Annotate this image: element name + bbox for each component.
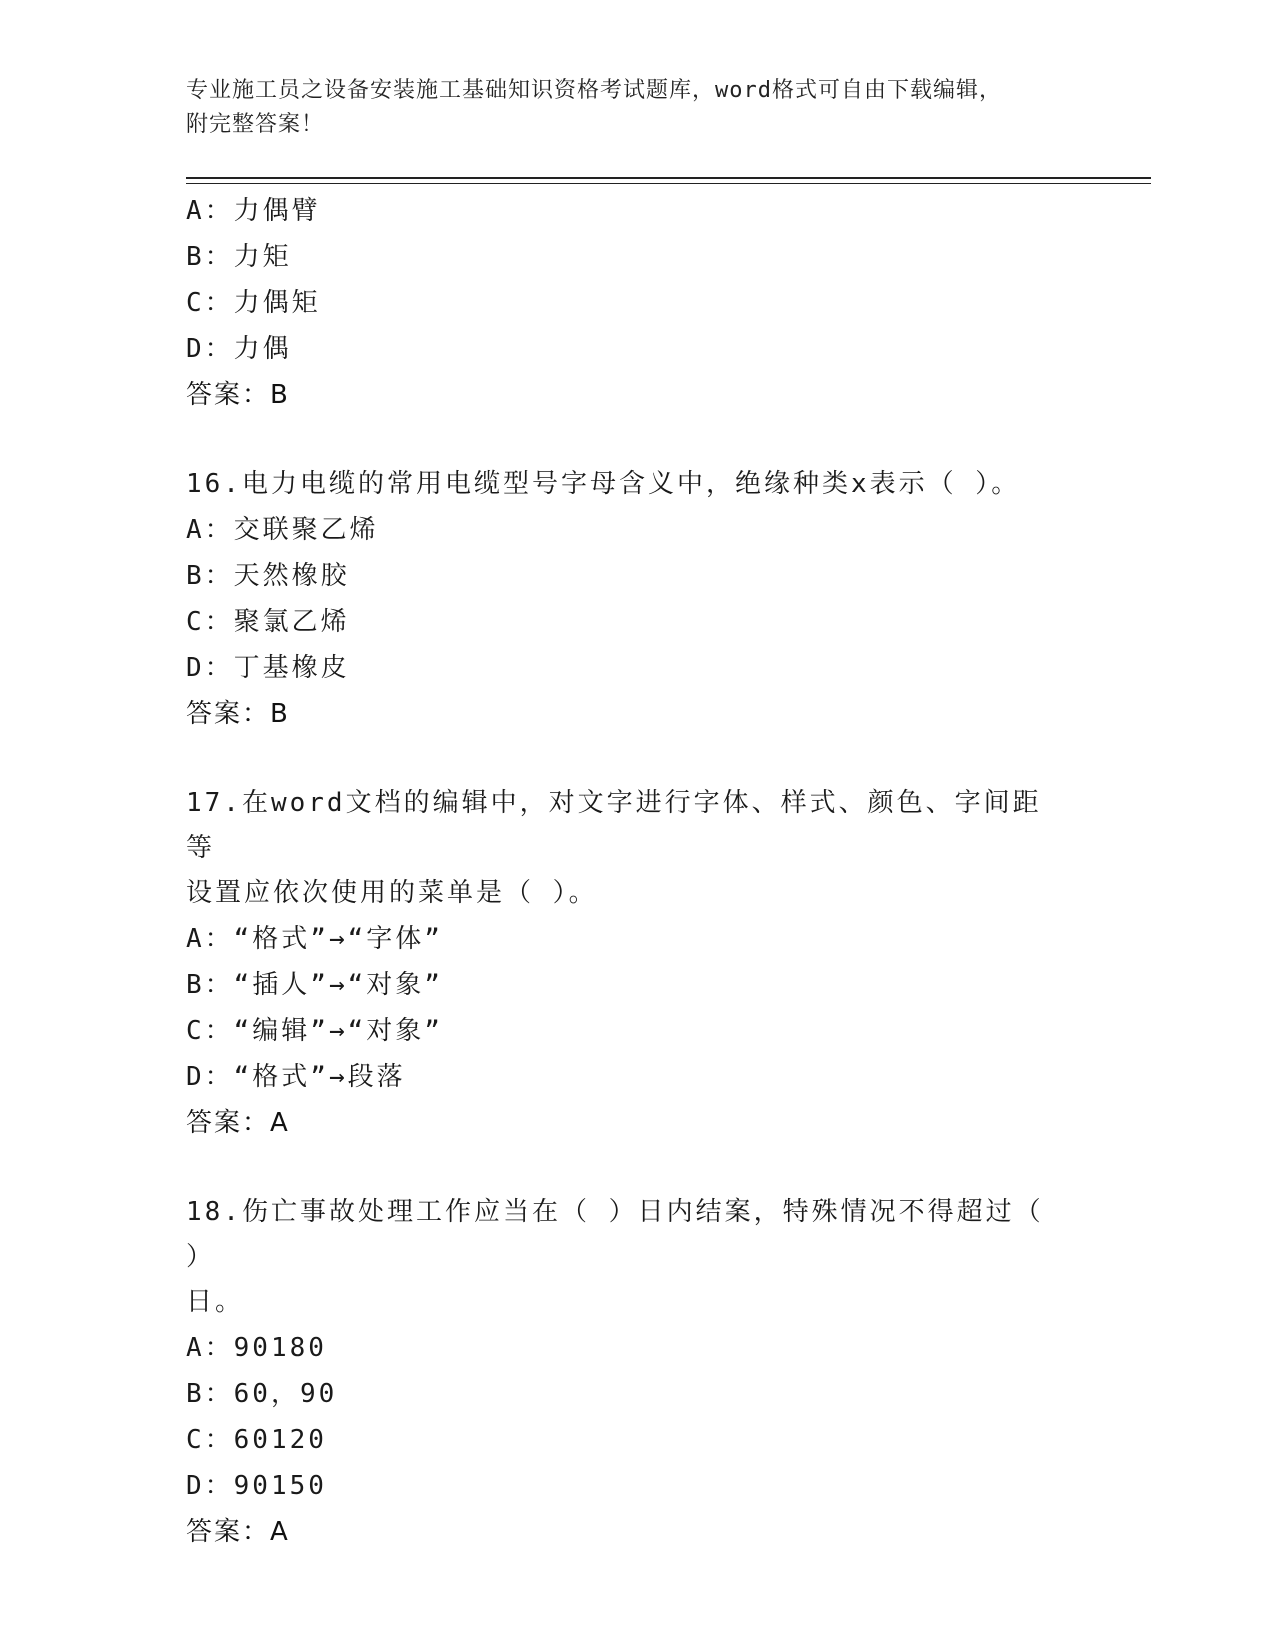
option-d: D：力偶 xyxy=(186,334,292,364)
option-b: B：力矩 xyxy=(186,242,292,272)
option-a: A：“格式”→“字体” xyxy=(186,924,443,954)
option-a: A：力偶臂 xyxy=(186,196,321,226)
option-d: D：90150 xyxy=(186,1471,327,1501)
option-b: B：60，90 xyxy=(186,1379,338,1409)
question-list xyxy=(186,188,1066,1555)
spacer xyxy=(186,418,1066,462)
option-c: C：“编辑”→“对象” xyxy=(186,1016,443,1046)
header-line-1: 专业施工员之设备安装施工基础知识资格考试题库，word格式可自由下载编辑， xyxy=(186,78,1002,103)
option-c: C：60120 xyxy=(186,1425,327,1455)
option-d: D：丁基橡皮 xyxy=(186,653,350,683)
answer-line: 答案：A xyxy=(186,1108,290,1138)
question-15 xyxy=(186,188,1066,418)
question-17 xyxy=(186,781,1066,1146)
answer-line: 答案：B xyxy=(186,699,290,729)
answer-line: 答案：A xyxy=(186,1517,290,1547)
question-stem-line-1: 17.在word文档的编辑中，对文字进行字体、样式、颜色、字间距等 xyxy=(186,788,1042,863)
spacer xyxy=(186,737,1066,781)
option-a: A：交联聚乙烯 xyxy=(186,515,379,545)
option-d: D：“格式”→段落 xyxy=(186,1062,406,1092)
question-stem-line-1: 18.伤亡事故处理工作应当在（ ）日内结案，特殊情况不得超过（ ） xyxy=(186,1197,1044,1272)
question-18 xyxy=(186,1190,1066,1555)
header-rule-thick xyxy=(186,177,1151,179)
question-stem: 16.电力电缆的常用电缆型号字母含义中，绝缘种类x表示（ ）。 xyxy=(186,469,1021,499)
spacer xyxy=(186,1146,1066,1190)
option-b: B：天然橡胶 xyxy=(186,561,350,591)
header-line-2: 附完整答案！ xyxy=(186,112,325,137)
option-b: B：“插人”→“对象” xyxy=(186,970,443,1000)
option-a: A：90180 xyxy=(186,1333,327,1363)
document-header xyxy=(186,74,1066,142)
option-c: C：力偶矩 xyxy=(186,288,321,318)
question-stem-line-2: 设置应依次使用的菜单是（ ）。 xyxy=(186,878,598,908)
header-rule-thin xyxy=(186,183,1151,184)
option-c: C：聚氯乙烯 xyxy=(186,607,350,637)
question-stem-line-2: 日。 xyxy=(186,1287,245,1317)
question-16 xyxy=(186,462,1066,737)
answer-line: 答案：B xyxy=(186,380,290,410)
